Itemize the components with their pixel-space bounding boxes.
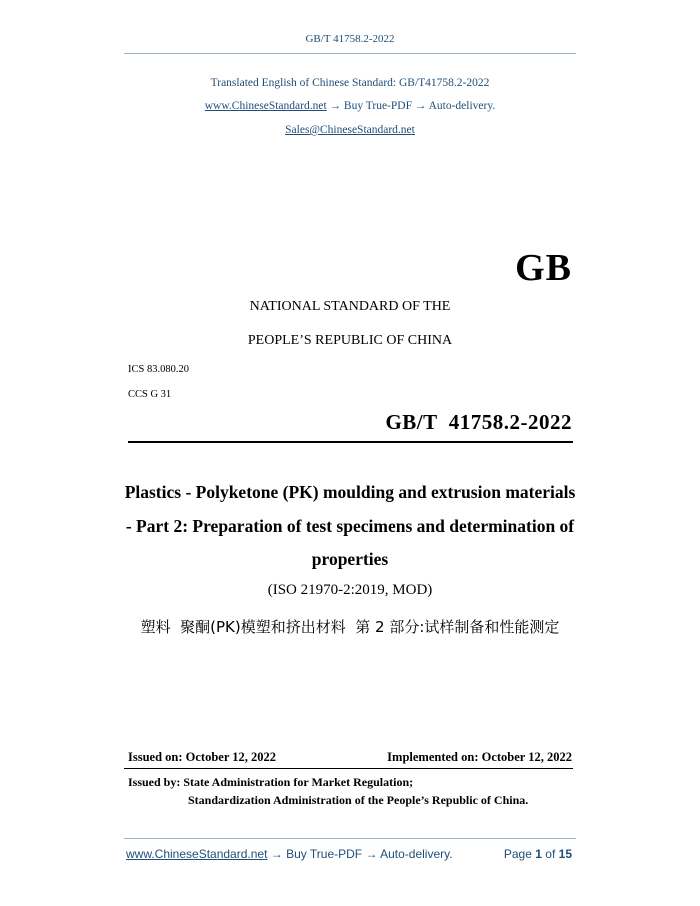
document-title-line1: Plastics - Polyketone (PK) moulding and extrusion materials: [124, 482, 576, 502]
implemented-on-date: Implemented on: October 12, 2022: [387, 750, 572, 764]
purchase-suffix: → Buy True-PDF → Auto-delivery.: [326, 100, 496, 112]
chinese-title: 塑料 聚酮(PK)模塑和挤出材料 第 2 部分:试样制备和性能测定: [140, 618, 560, 636]
footer-purchase-line: [126, 847, 453, 861]
footer-divider: [124, 838, 576, 839]
issued-on-date: Issued on: October 12, 2022: [128, 750, 277, 764]
header-divider: [124, 53, 576, 54]
ics-code: ICS 83.080.20: [128, 364, 189, 375]
running-header-title: GB/T 41758.2-2022: [305, 33, 395, 45]
issued-by-line1: Issued by: State Administration for Market Regulation;: [128, 775, 414, 789]
footer-site-link[interactable]: www.ChineseStandard.net: [126, 847, 268, 861]
email-link[interactable]: Sales@ChineseStandard.net: [285, 124, 415, 136]
of-label: of: [545, 847, 556, 861]
document-title-line3: properties: [311, 549, 389, 569]
total-pages: 15: [558, 847, 572, 861]
purchase-line: [0, 100, 700, 112]
page-number: 1: [535, 847, 542, 861]
ccs-code: CCS G 31: [128, 389, 172, 400]
page-label: Page: [503, 847, 532, 861]
gb-mark: GB: [515, 247, 572, 289]
page-indicator: [504, 847, 572, 861]
iso-reference: (ISO 21970-2:2019, MOD): [267, 582, 433, 598]
standard-number: GB/T 41758.2-2022: [385, 410, 572, 434]
document-title-line2: - Part 2: Preparation of test specimens and determination of: [125, 516, 575, 536]
dates-divider: [124, 768, 573, 769]
translation-notice: Translated English of Chinese Standard: GB/T41758.2-2022: [210, 77, 490, 89]
title-divider: [128, 441, 573, 443]
national-standard-line1: NATIONAL STANDARD OF THE: [249, 299, 451, 314]
footer-purchase-suffix: → Buy True-PDF → Auto-delivery.: [267, 847, 453, 861]
email-line: [0, 124, 700, 136]
site-link[interactable]: www.ChineseStandard.net: [204, 100, 327, 112]
national-standard-line2: PEOPLE’S REPUBLIC OF CHINA: [247, 333, 453, 348]
issued-by-line2: Standardization Administration of the People’s Republic of China.: [188, 793, 529, 807]
